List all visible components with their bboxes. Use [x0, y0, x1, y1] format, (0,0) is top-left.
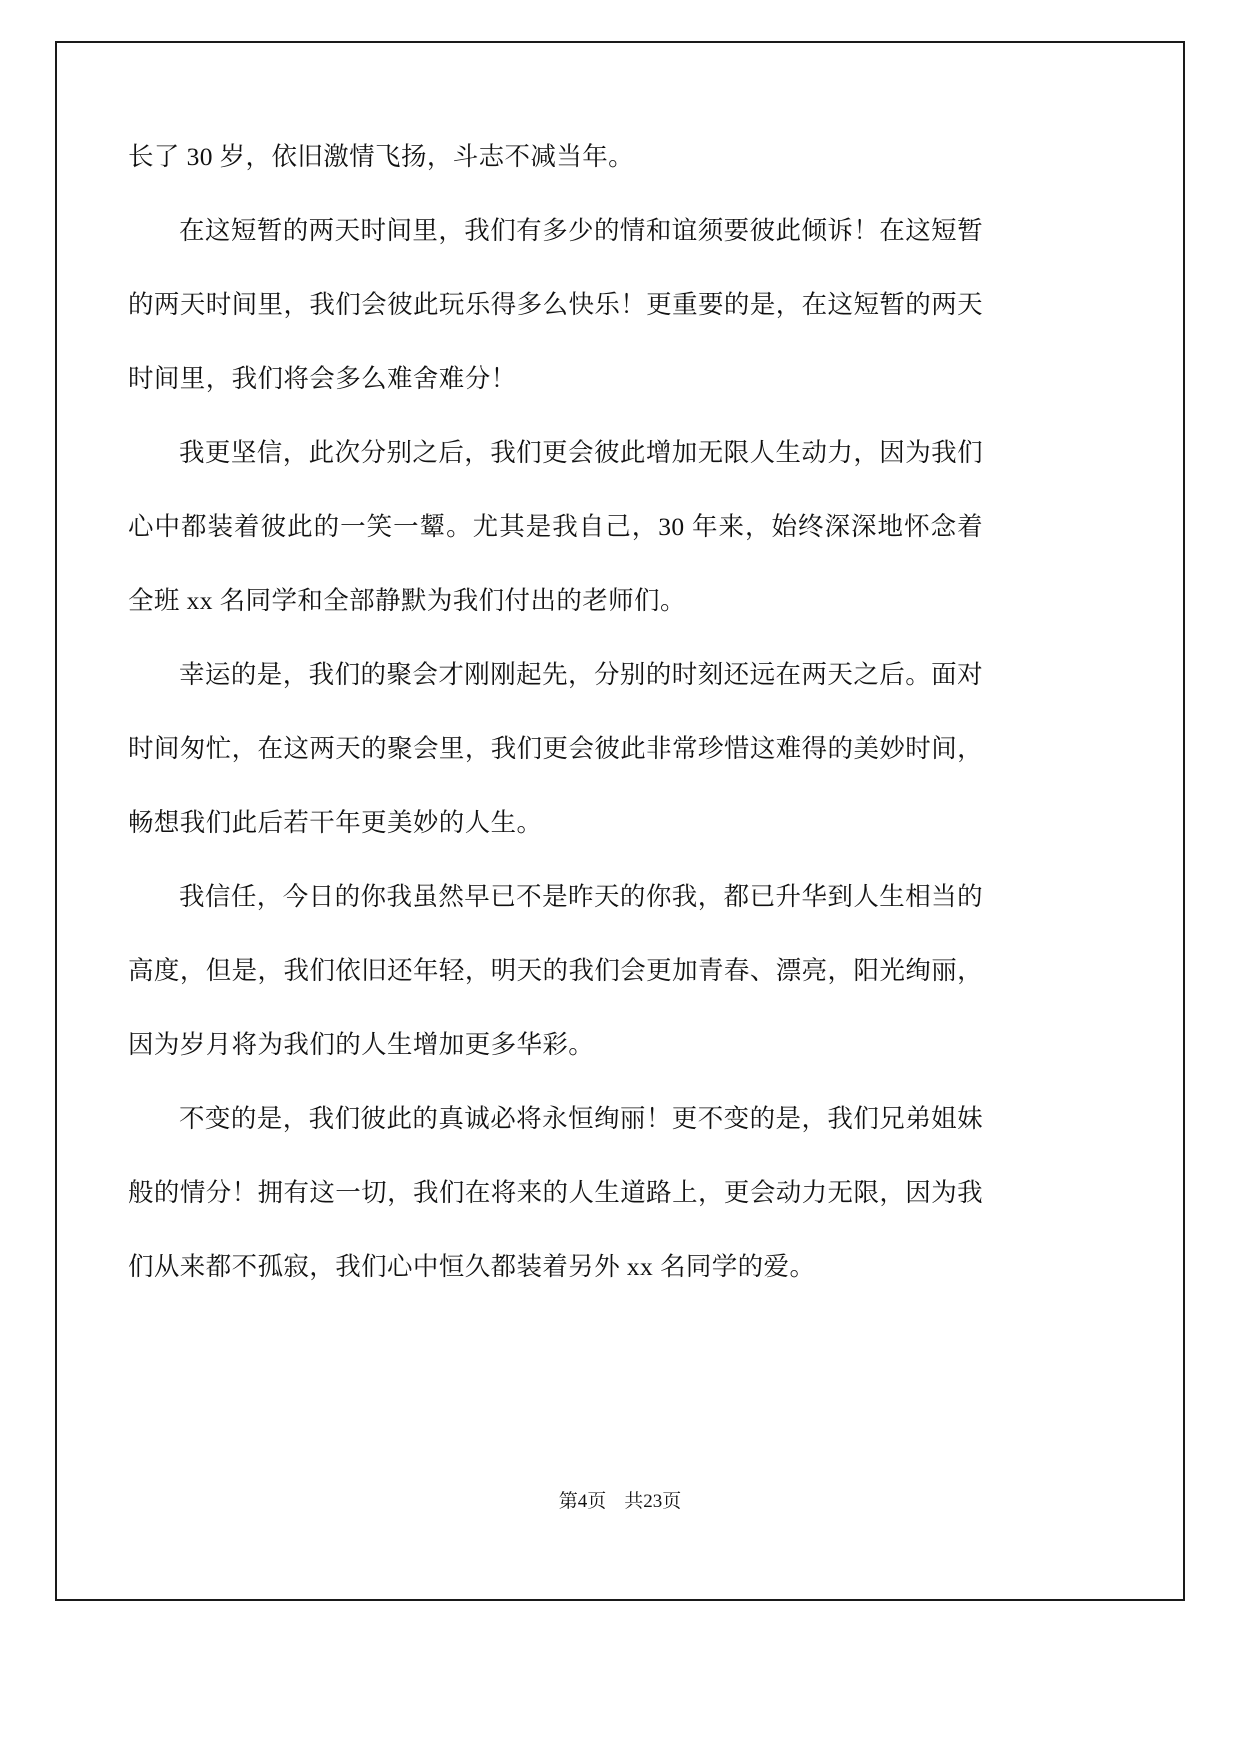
paragraph: 我更坚信，此次分别之后，我们更会彼此增加无限人生动力，因为我们心中都装着彼此的一笑一颦。尤其是我自己，30 年来，始终深深地怀念着全班 xx 名同学和全部静默为我们付出的老师们。 [128, 438, 983, 615]
footer-total-pages: 23 [643, 1491, 663, 1512]
footer-total-prefix: 共 [624, 1491, 644, 1512]
page-footer [55, 1486, 1185, 1513]
footer-page-suffix: 页 [587, 1491, 607, 1512]
paragraph: 在这短暂的两天时间里，我们有多少的情和谊须要彼此倾诉！在这短暂的两天时间里，我们会彼此玩乐得多么快乐！更重要的是，在这短暂的两天时间里，我们将会多么难舍难分！ [128, 216, 983, 393]
paragraph: 幸运的是，我们的聚会才刚刚起先，分别的时刻还远在两天之后。面对时间匆忙，在这两天的聚会里，我们更会彼此非常珍惜这难得的美妙时间，畅想我们此后若干年更美妙的人生。 [128, 660, 983, 837]
footer-page-number: 4 [577, 1491, 588, 1512]
footer-total-suffix: 页 [662, 1491, 682, 1512]
paragraph: 不变的是，我们彼此的真诚必将永恒绚丽！更不变的是，我们兄弟姐妹般的情分！拥有这一切，我们在将来的人生道路上，更会动力无限，因为我们从来都不孤寂，我们心中恒久都装着另外 xx 名同学的爱。 [128, 1104, 983, 1281]
document-body [128, 120, 983, 1304]
paragraph: 我信任，今日的你我虽然早已不是昨天的你我，都已升华到人生相当的高度，但是，我们依旧还年轻，明天的我们会更加青春、漂亮，阳光绚丽，因为岁月将为我们的人生增加更多华彩。 [128, 882, 983, 1059]
footer-page-prefix: 第 [558, 1491, 578, 1512]
paragraph: 长了 30 岁，依旧激情飞扬，斗志不减当年。 [128, 142, 635, 171]
